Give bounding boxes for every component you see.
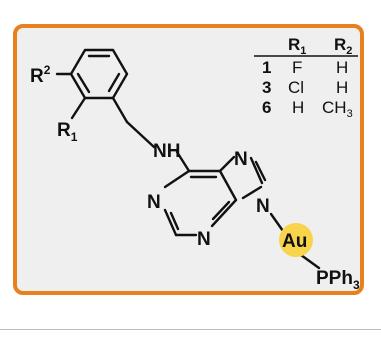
ring-nitrogen-1: N [147,192,161,213]
table-row-r2: $CH_3$ [322,98,353,120]
table-row-r1: F [292,58,303,77]
ring-nitrogen-7: N [234,149,248,170]
amine-label: NH [153,141,181,162]
r1-label: $R_1$ [57,120,78,144]
table-row-r1: Cl [288,78,305,97]
benzene-ring [71,50,127,98]
table-header-r2: $R_2$ [334,35,353,57]
table-row-r2: H [336,78,349,97]
ring-nitrogen-3: N [197,229,211,250]
gold-label: Au [282,231,308,252]
triphenylphosphine-label: PPh$_3$ [316,268,360,292]
ring-nitrogen-9: N [256,196,270,217]
table-row-id: 3 [262,78,272,97]
substituent-table [254,35,358,120]
table-row-id: 1 [262,58,272,77]
table-row-id: 6 [262,98,272,117]
table-row-r2: H [336,58,349,77]
table-header-r1: $R_1$ [288,35,307,57]
table-row-r1: H [292,98,305,117]
r2-label: $R^2$ [30,63,51,87]
